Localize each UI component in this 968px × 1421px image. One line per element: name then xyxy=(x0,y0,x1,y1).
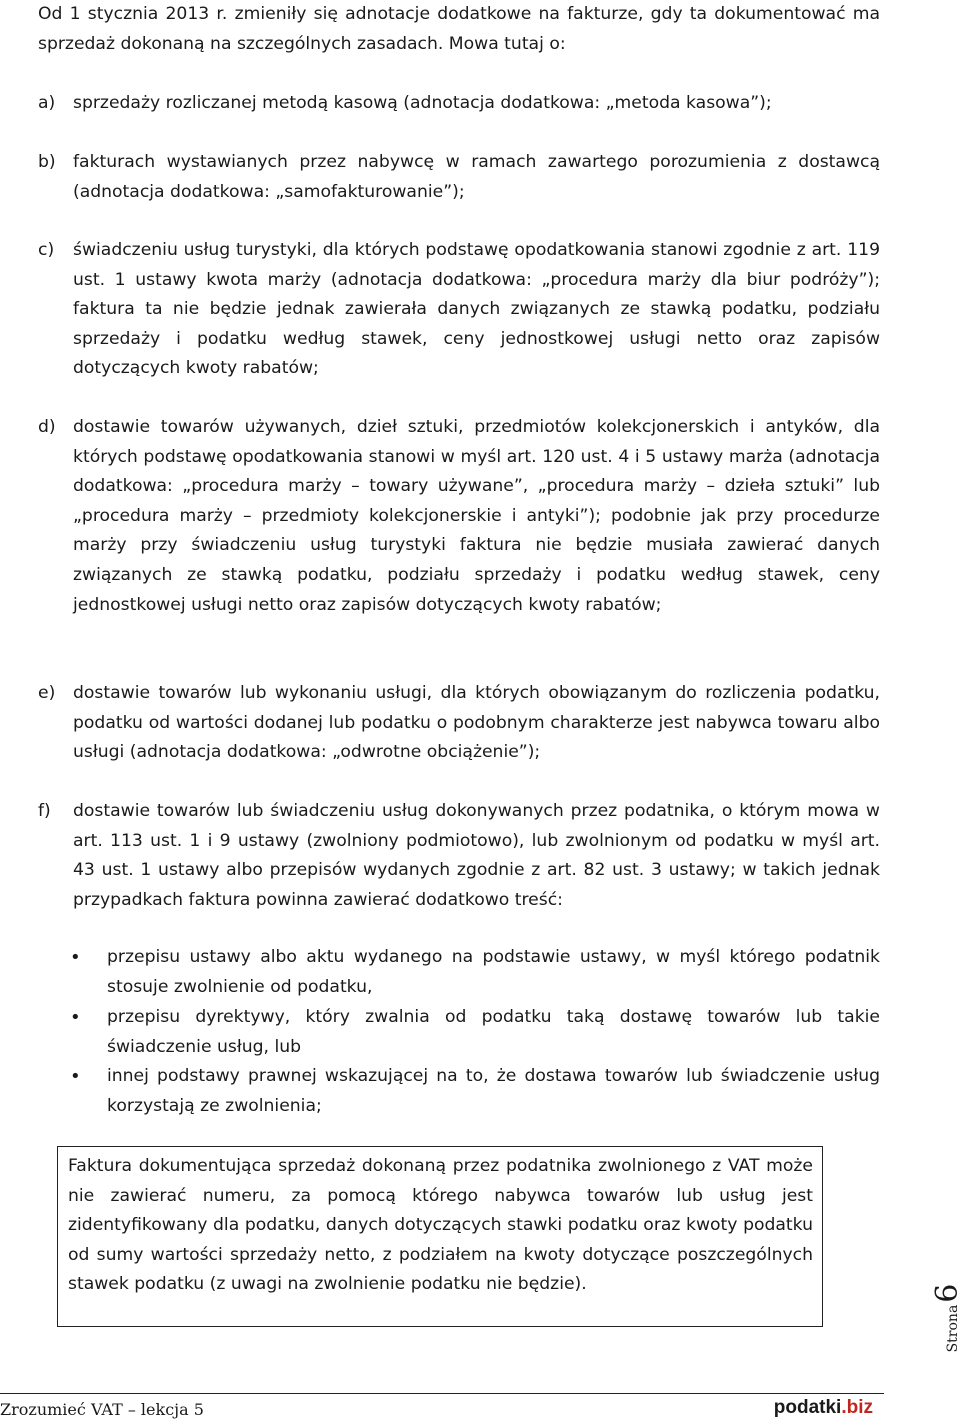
page-number-label: Strona xyxy=(945,1304,961,1353)
note-box-text: Faktura dokumentująca sprzedaż dokonaną przez podatnika zwolnionego z VAT może nie zawierać numeru, za pomocą którego nabywca towarów lub usług jest zidentyfikowany dla podatku, danych dotyczących stawki podatku oraz kwoty podatku od sumy wartości sprzedaży netto, z podziałem na kwoty dotyczące poszczególnych stawek podatku (z uwagi na zwolnienie podatku nie będzie). xyxy=(68,1156,813,1295)
list-marker: d) xyxy=(38,417,56,437)
page-number-value: 6 xyxy=(930,1283,965,1303)
footer-divider xyxy=(0,1393,884,1394)
list-marker: e) xyxy=(38,683,56,703)
bullet-text: przepisu dyrektywy, który zwalnia od podatku taką dostawę towarów lub takie świadczenie usług, lub xyxy=(107,1007,880,1057)
list-item-text: świadczeniu usług turystyki, dla których podstawę opodatkowania stanowi zgodnie z art. 119 ust. 1 ustawy kwota marży (adnotacja dodatkowa: „procedura marży dla biur podróży”); faktura ta nie będzie jednak zawierała danych związanych ze stawką podatku, podziału sprzedaży i podatku według stawek, ceny jednostkowej usługi netto oraz zapisów dotyczących kwoty rabatów; xyxy=(73,240,880,379)
list-marker: f) xyxy=(38,801,51,821)
brand-logo xyxy=(774,1397,873,1419)
footer-title: Zrozumieć VAT – lekcja 5 xyxy=(0,1400,204,1419)
list-item-text: dostawie towarów używanych, dzieł sztuki, przedmiotów kolekcjonerskich i antyków, dla których podstawę opodatkowania stanowi w myśl art. 120 ust. 4 i 5 ustawy marża (adnotacja dodatkowa: „procedura marży – towary używane”, „procedura marży – dzieła sztuki” lub „procedura marży – przedmioty kolekcjonerskie i antyki”); podobnie jak przy procedurze marży przy świadczeniu usług turystyki faktura nie będzie musiała zawierać danych związanych ze stawką podatku, podziału sprzedaży i podatku według stawek, ceny jednostkowej usługi netto oraz zapisów dotyczących kwoty rabatów; xyxy=(73,417,880,615)
list-item-text: dostawie towarów lub świadczeniu usług dokonywanych przez podatnika, o którym mowa w art. 113 ust. 1 i 9 ustawy (zwolniony podmiotowo), lub zwolnionym od podatku w myśl art. 43 ust. 1 ustawy albo przepisów wydanych zgodnie z art. 82 ust. 3 ustawy; w takich jednak przypadkach faktura powinna zawierać dodatkowo treść: xyxy=(73,801,880,910)
list-item-text: fakturach wystawianych przez nabywcę w ramach zawartego porozumienia z dostawcą (adnotacja dodatkowa: „samofakturowanie”); xyxy=(73,152,880,202)
list-marker: c) xyxy=(38,240,55,260)
brand-tld: .biz xyxy=(841,1397,873,1418)
bullet-icon: • xyxy=(70,947,81,968)
bullet-text: innej podstawy prawnej wskazującej na to, że dostawa towarów lub świadczenie usług korzystają ze zwolnienia; xyxy=(107,1066,880,1116)
list-item-text: dostawie towarów lub wykonaniu usługi, dla których obowiązanym do rozliczenia podatku, podatku od wartości dodanej lub podatku o podobnym charakterze jest nabywca towaru albo usługi (adnotacja dodatkowa: „odwrotne obciążenie”); xyxy=(73,683,880,763)
list-marker: b) xyxy=(38,152,56,172)
list-marker: a) xyxy=(38,93,56,113)
page-number xyxy=(928,1280,968,1360)
bullet-icon: • xyxy=(70,1066,81,1087)
bullet-text: przepisu ustawy albo aktu wydanego na podstawie ustawy, w myśl którego podatnik stosuje zwolnienie od podatku, xyxy=(107,947,880,997)
brand-name: podatki xyxy=(773,1397,842,1418)
list-item-text: sprzedaży rozliczanej metodą kasową (adnotacja dodatkowa: „metoda kasowa”); xyxy=(73,93,772,113)
note-box xyxy=(57,1146,823,1327)
intro-paragraph: Od 1 stycznia 2013 r. zmieniły się adnotacje dodatkowe na fakturze, gdy ta dokumentować ma sprzedaż dokonaną na szczególnych zasadach. Mowa tutaj o: xyxy=(38,4,880,54)
bullet-icon: • xyxy=(70,1007,81,1028)
